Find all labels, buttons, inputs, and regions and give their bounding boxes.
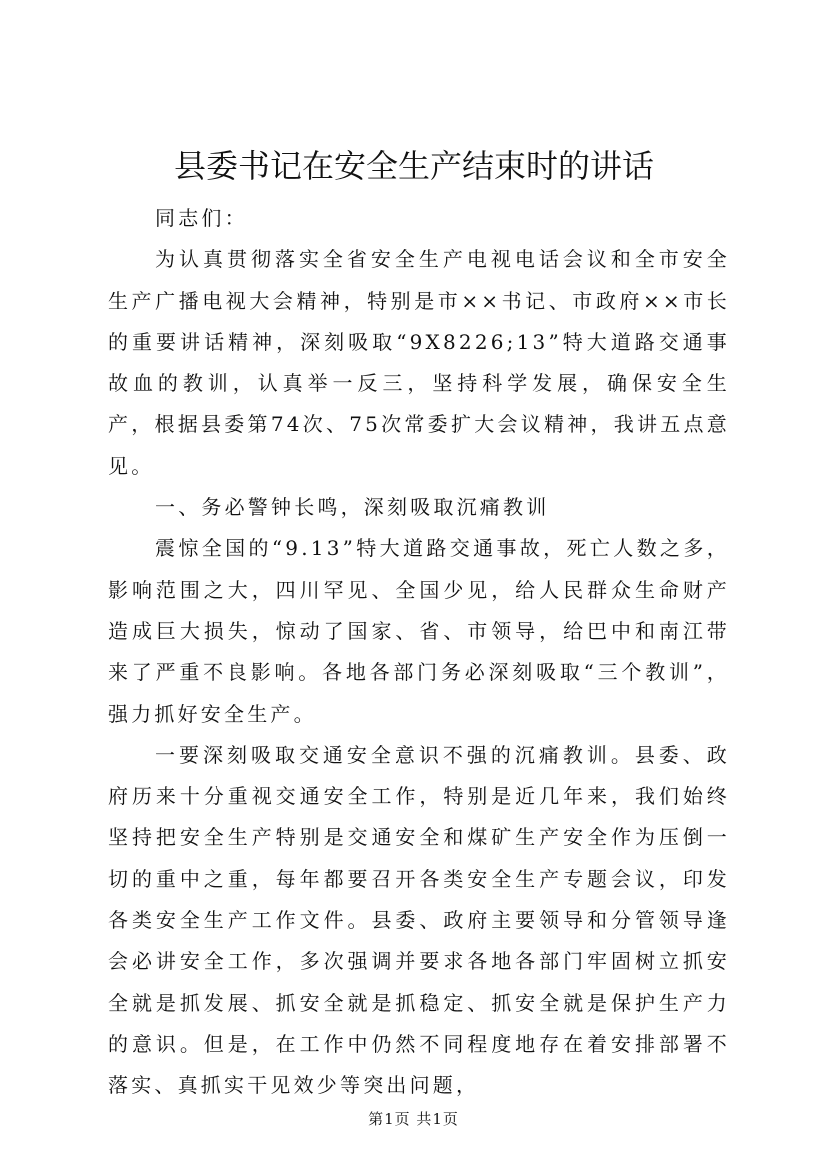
salutation: 同志们： [155, 206, 248, 230]
page-number-footer: 第1页 共1页 [368, 1110, 459, 1128]
document-title: 县委书记在安全生产结束时的讲话 [173, 147, 654, 185]
document-body [108, 198, 730, 1107]
section-heading-1: 一、务必警钟长鸣，深刻吸取沉痛教训 [155, 495, 550, 520]
paragraph-intro: 为认真贯彻落实全省安全生产电视电话会议和全市安全生产广播电视大会精神，特别是市××书记、市政府××市长的重要讲话精神，深刻吸取“9X8226;13”特大道路交通事故血的教训，认真举一反三，坚持科学发展，确保安全生产，根据县委第74次、75次常委扩大会议精神，我讲五点意见。 [108, 247, 730, 478]
paragraph-lesson-1: 一要深刻吸取交通安全意识不强的沉痛教训。县委、政府历来十分重视交通安全工作，特别是近几年来，我们始终坚持把安全生产特别是交通安全和煤矿生产安全作为压倒一切的重中之重，每年都要召开各类安全生产专题会议，印发各类安全生产工作文件。县委、政府主要领导和分管领导逢会必讲安全工作，多次强调并要求各地各部门牢固树立抓安全就是抓发展、抓安全就是抓稳定、抓安全就是保护生产力的意识。但是，在工作中仍然不同程度地存在着安排部署不落实、真抓实干见效少等突出问题， [108, 742, 730, 1098]
paragraph-accident: 震惊全国的“9.13”特大道路交通事故，死亡人数之多，影响范围之大，四川罕见、全国少见，给人民群众生命财产造成巨大损失，惊动了国家、省、市领导，给巴中和南江带来了严重不良影响。各地各部门务必深刻吸取“三个教训”，强力抓好安全生产。 [108, 536, 730, 726]
